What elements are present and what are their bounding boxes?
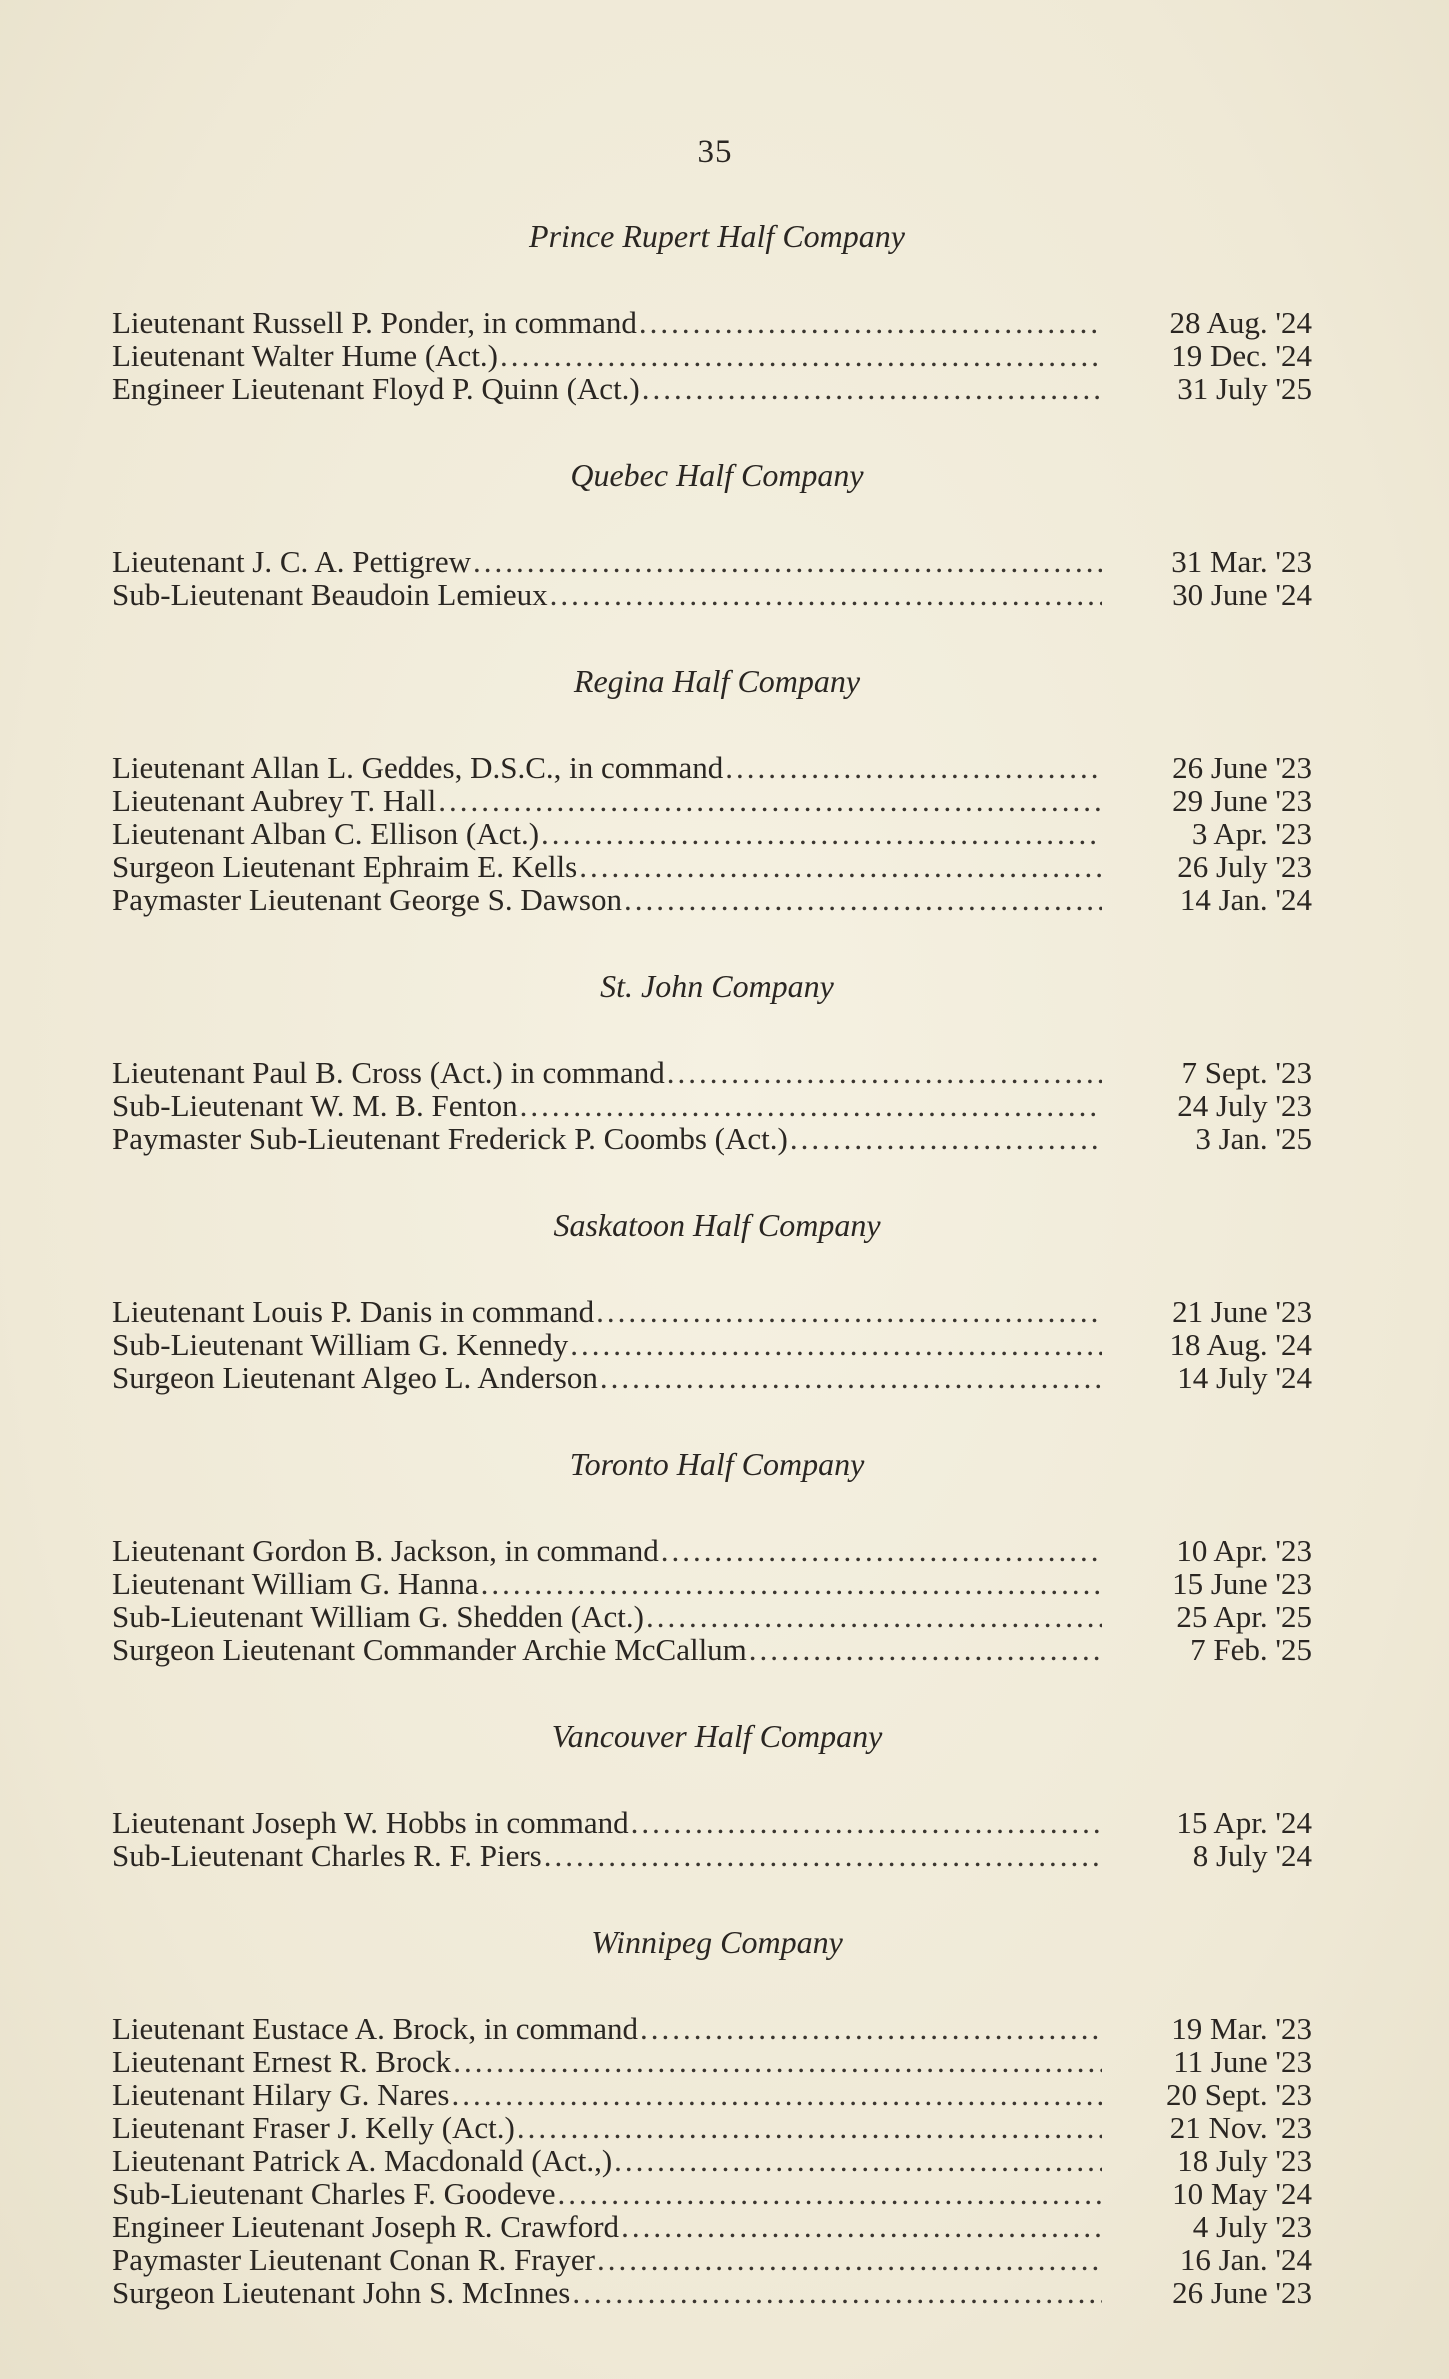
dot-leader <box>614 2144 1102 2177</box>
seniority-date: 29 June '23 <box>1172 783 1312 818</box>
officer-entry <box>112 1361 1312 1394</box>
section-title: Toronto Half Company <box>569 1446 865 1482</box>
dot-leader <box>550 578 1102 611</box>
officer-name: Lieutenant Joseph W. Hobbs in command <box>112 1805 629 1840</box>
seniority-date: 19 Dec. '24 <box>1171 338 1312 373</box>
seniority-date: 18 July '23 <box>1177 2143 1312 2178</box>
dot-leader <box>749 1633 1102 1666</box>
officer-name: Sub-Lieutenant Beaudoin Lemieux <box>112 577 548 612</box>
dot-leader <box>572 2276 1102 2309</box>
officer-name: Paymaster Lieutenant George S. Dawson <box>112 882 622 917</box>
officer-entry <box>112 2276 1312 2309</box>
dot-leader <box>500 339 1102 372</box>
seniority-date: 3 Jan. '25 <box>1195 1121 1312 1156</box>
section-title: Vancouver Half Company <box>551 1718 883 1754</box>
dot-leader <box>597 2243 1102 2276</box>
seniority-date: 25 Apr. '25 <box>1176 1599 1312 1634</box>
seniority-date: 14 Jan. '24 <box>1179 882 1312 917</box>
seniority-date: 11 June '23 <box>1173 2044 1312 2079</box>
seniority-date: 16 Jan. '24 <box>1179 2242 1312 2277</box>
dot-leader <box>481 1567 1102 1600</box>
section-title: Winnipeg Company <box>591 1924 843 1960</box>
section-title: Quebec Half Company <box>570 457 864 493</box>
seniority-date: 3 Apr. '23 <box>1191 816 1312 851</box>
dot-leader <box>642 372 1102 405</box>
officer-name: Lieutenant Aubrey T. Hall <box>112 783 437 818</box>
officer-entry <box>112 1600 1312 1633</box>
page-number: 35 <box>697 134 733 170</box>
seniority-date: 26 June '23 <box>1172 2275 1312 2310</box>
dot-leader <box>517 2111 1102 2144</box>
section-st-john <box>112 962 1312 1155</box>
seniority-date: 15 June '23 <box>1172 1566 1312 1601</box>
seniority-date: 26 June '23 <box>1172 750 1312 785</box>
officer-name: Surgeon Lieutenant Commander Archie McCallum <box>112 1632 747 1667</box>
officer-name: Lieutenant Eustace A. Brock, in command <box>112 2011 638 2046</box>
dot-leader <box>541 817 1102 850</box>
officer-entry <box>112 306 1312 339</box>
section-quebec <box>112 451 1312 611</box>
officer-entry <box>112 1806 1312 1839</box>
officer-name: Sub-Lieutenant William G. Kennedy <box>112 1327 569 1362</box>
dot-leader <box>438 784 1102 817</box>
seniority-date: 10 May '24 <box>1172 2176 1312 2211</box>
seniority-date: 18 Aug. '24 <box>1169 1327 1312 1362</box>
seniority-date: 28 Aug. '24 <box>1169 305 1312 340</box>
entry-list <box>112 1534 1312 1666</box>
seniority-date: 20 Sept. '23 <box>1166 2077 1312 2112</box>
officer-entry <box>112 1633 1312 1666</box>
dot-leader <box>624 883 1102 916</box>
seniority-date: 21 June '23 <box>1172 1294 1312 1329</box>
officer-entry <box>112 817 1312 850</box>
dot-leader <box>579 850 1102 883</box>
officer-entry <box>112 1534 1312 1567</box>
officer-entry <box>112 751 1312 784</box>
seniority-date: 14 July '24 <box>1177 1360 1312 1395</box>
officer-name: Lieutenant Louis P. Danis in command <box>112 1294 595 1329</box>
officer-name: Engineer Lieutenant Joseph R. Crawford <box>112 2209 620 2244</box>
section-title: Saskatoon Half Company <box>553 1207 881 1243</box>
officer-entry <box>112 2243 1312 2276</box>
dot-leader <box>473 545 1102 578</box>
officer-name: Lieutenant Hilary G. Nares <box>112 2077 450 2112</box>
officer-entry <box>112 1056 1312 1089</box>
entry-list <box>112 1056 1312 1155</box>
officer-name: Lieutenant Walter Hume (Act.) <box>112 338 499 373</box>
entry-list <box>112 545 1312 611</box>
dot-leader <box>646 1600 1102 1633</box>
seniority-date: 7 Feb. '25 <box>1190 1632 1312 1667</box>
dot-leader <box>451 2078 1102 2111</box>
dot-leader <box>600 1361 1102 1394</box>
entry-list <box>112 1295 1312 1394</box>
officer-entry <box>112 1295 1312 1328</box>
officer-entry <box>112 784 1312 817</box>
officer-name: Lieutenant William G. Hanna <box>112 1566 479 1601</box>
officer-name: Lieutenant J. C. A. Pettigrew <box>112 544 472 579</box>
officer-entry <box>112 1839 1312 1872</box>
officer-list <box>112 212 1312 2355</box>
seniority-date: 4 July '23 <box>1192 2209 1312 2244</box>
section-title: Prince Rupert Half Company <box>529 218 905 254</box>
section-vancouver <box>112 1712 1312 1872</box>
section-winnipeg <box>112 1918 1312 2309</box>
seniority-date: 8 July '24 <box>1192 1838 1312 1873</box>
officer-name: Sub-Lieutenant W. M. B. Fenton <box>112 1088 518 1123</box>
officer-entry <box>112 578 1312 611</box>
dot-leader <box>520 1089 1102 1122</box>
officer-name: Sub-Lieutenant William G. Shedden (Act.) <box>112 1599 644 1634</box>
officer-name: Lieutenant Fraser J. Kelly (Act.) <box>112 2110 515 2145</box>
officer-entry <box>112 1122 1312 1155</box>
seniority-date: 31 July '25 <box>1177 371 1312 406</box>
section-prince-rupert <box>112 212 1312 405</box>
dot-leader <box>544 1839 1102 1872</box>
officer-name: Surgeon Lieutenant John S. McInnes <box>112 2275 571 2310</box>
officer-name: Lieutenant Russell P. Ponder, in command <box>112 305 637 340</box>
officer-entry <box>112 2045 1312 2078</box>
entry-list <box>112 306 1312 405</box>
seniority-date: 31 Mar. '23 <box>1171 544 1312 579</box>
section-title: St. John Company <box>600 968 834 1004</box>
dot-leader <box>453 2045 1102 2078</box>
officer-entry <box>112 1328 1312 1361</box>
officer-name: Paymaster Sub-Lieutenant Frederick P. Coombs (Act.) <box>112 1121 788 1156</box>
officer-entry <box>112 850 1312 883</box>
officer-entry <box>112 2111 1312 2144</box>
officer-name: Sub-Lieutenant Charles R. F. Piers <box>112 1838 542 1873</box>
officer-entry <box>112 2144 1312 2177</box>
seniority-date: 26 July '23 <box>1177 849 1312 884</box>
dot-leader <box>621 2210 1102 2243</box>
dot-leader <box>557 2177 1102 2210</box>
dot-leader <box>570 1328 1102 1361</box>
officer-name: Lieutenant Ernest R. Brock <box>112 2044 452 2079</box>
seniority-date: 24 July '23 <box>1177 1088 1312 1123</box>
officer-entry <box>112 545 1312 578</box>
officer-entry <box>112 2012 1312 2045</box>
officer-name: Paymaster Lieutenant Conan R. Frayer <box>112 2242 595 2277</box>
dot-leader <box>596 1295 1102 1328</box>
section-toronto <box>112 1440 1312 1666</box>
section-regina <box>112 657 1312 916</box>
entry-list <box>112 2012 1312 2309</box>
dot-leader <box>667 1056 1102 1089</box>
dot-leader <box>640 2012 1102 2045</box>
officer-name: Lieutenant Gordon B. Jackson, in command <box>112 1533 659 1568</box>
officer-name: Lieutenant Patrick A. Macdonald (Act.,) <box>112 2143 613 2178</box>
officer-entry <box>112 2210 1312 2243</box>
officer-name: Sub-Lieutenant Charles F. Goodeve <box>112 2176 556 2211</box>
seniority-date: 15 Apr. '24 <box>1176 1805 1312 1840</box>
officer-entry <box>112 1567 1312 1600</box>
officer-name: Lieutenant Paul B. Cross (Act.) in command <box>112 1055 665 1090</box>
seniority-date: 30 June '24 <box>1172 577 1312 612</box>
officer-name: Lieutenant Allan L. Geddes, D.S.C., in command <box>112 750 724 785</box>
officer-entry <box>112 2078 1312 2111</box>
seniority-date: 7 Sept. '23 <box>1181 1055 1312 1090</box>
dot-leader <box>639 306 1102 339</box>
officer-name: Surgeon Lieutenant Algeo L. Anderson <box>112 1360 598 1395</box>
entry-list <box>112 751 1312 916</box>
seniority-date: 19 Mar. '23 <box>1171 2011 1312 2046</box>
officer-entry <box>112 339 1312 372</box>
seniority-date: 21 Nov. '23 <box>1169 2110 1312 2145</box>
officer-name: Engineer Lieutenant Floyd P. Quinn (Act.) <box>112 371 640 406</box>
section-title: Regina Half Company <box>573 663 861 699</box>
officer-entry <box>112 2177 1312 2210</box>
section-saskatoon <box>112 1201 1312 1394</box>
dot-leader <box>631 1806 1102 1839</box>
officer-name: Surgeon Lieutenant Ephraim E. Kells <box>112 849 578 884</box>
officer-entry <box>112 372 1312 405</box>
dot-leader <box>661 1534 1102 1567</box>
officer-entry <box>112 883 1312 916</box>
seniority-date: 10 Apr. '23 <box>1176 1533 1312 1568</box>
officer-entry <box>112 1089 1312 1122</box>
dot-leader <box>725 751 1102 784</box>
dot-leader <box>790 1122 1102 1155</box>
entry-list <box>112 1806 1312 1872</box>
officer-name: Lieutenant Alban C. Ellison (Act.) <box>112 816 540 851</box>
